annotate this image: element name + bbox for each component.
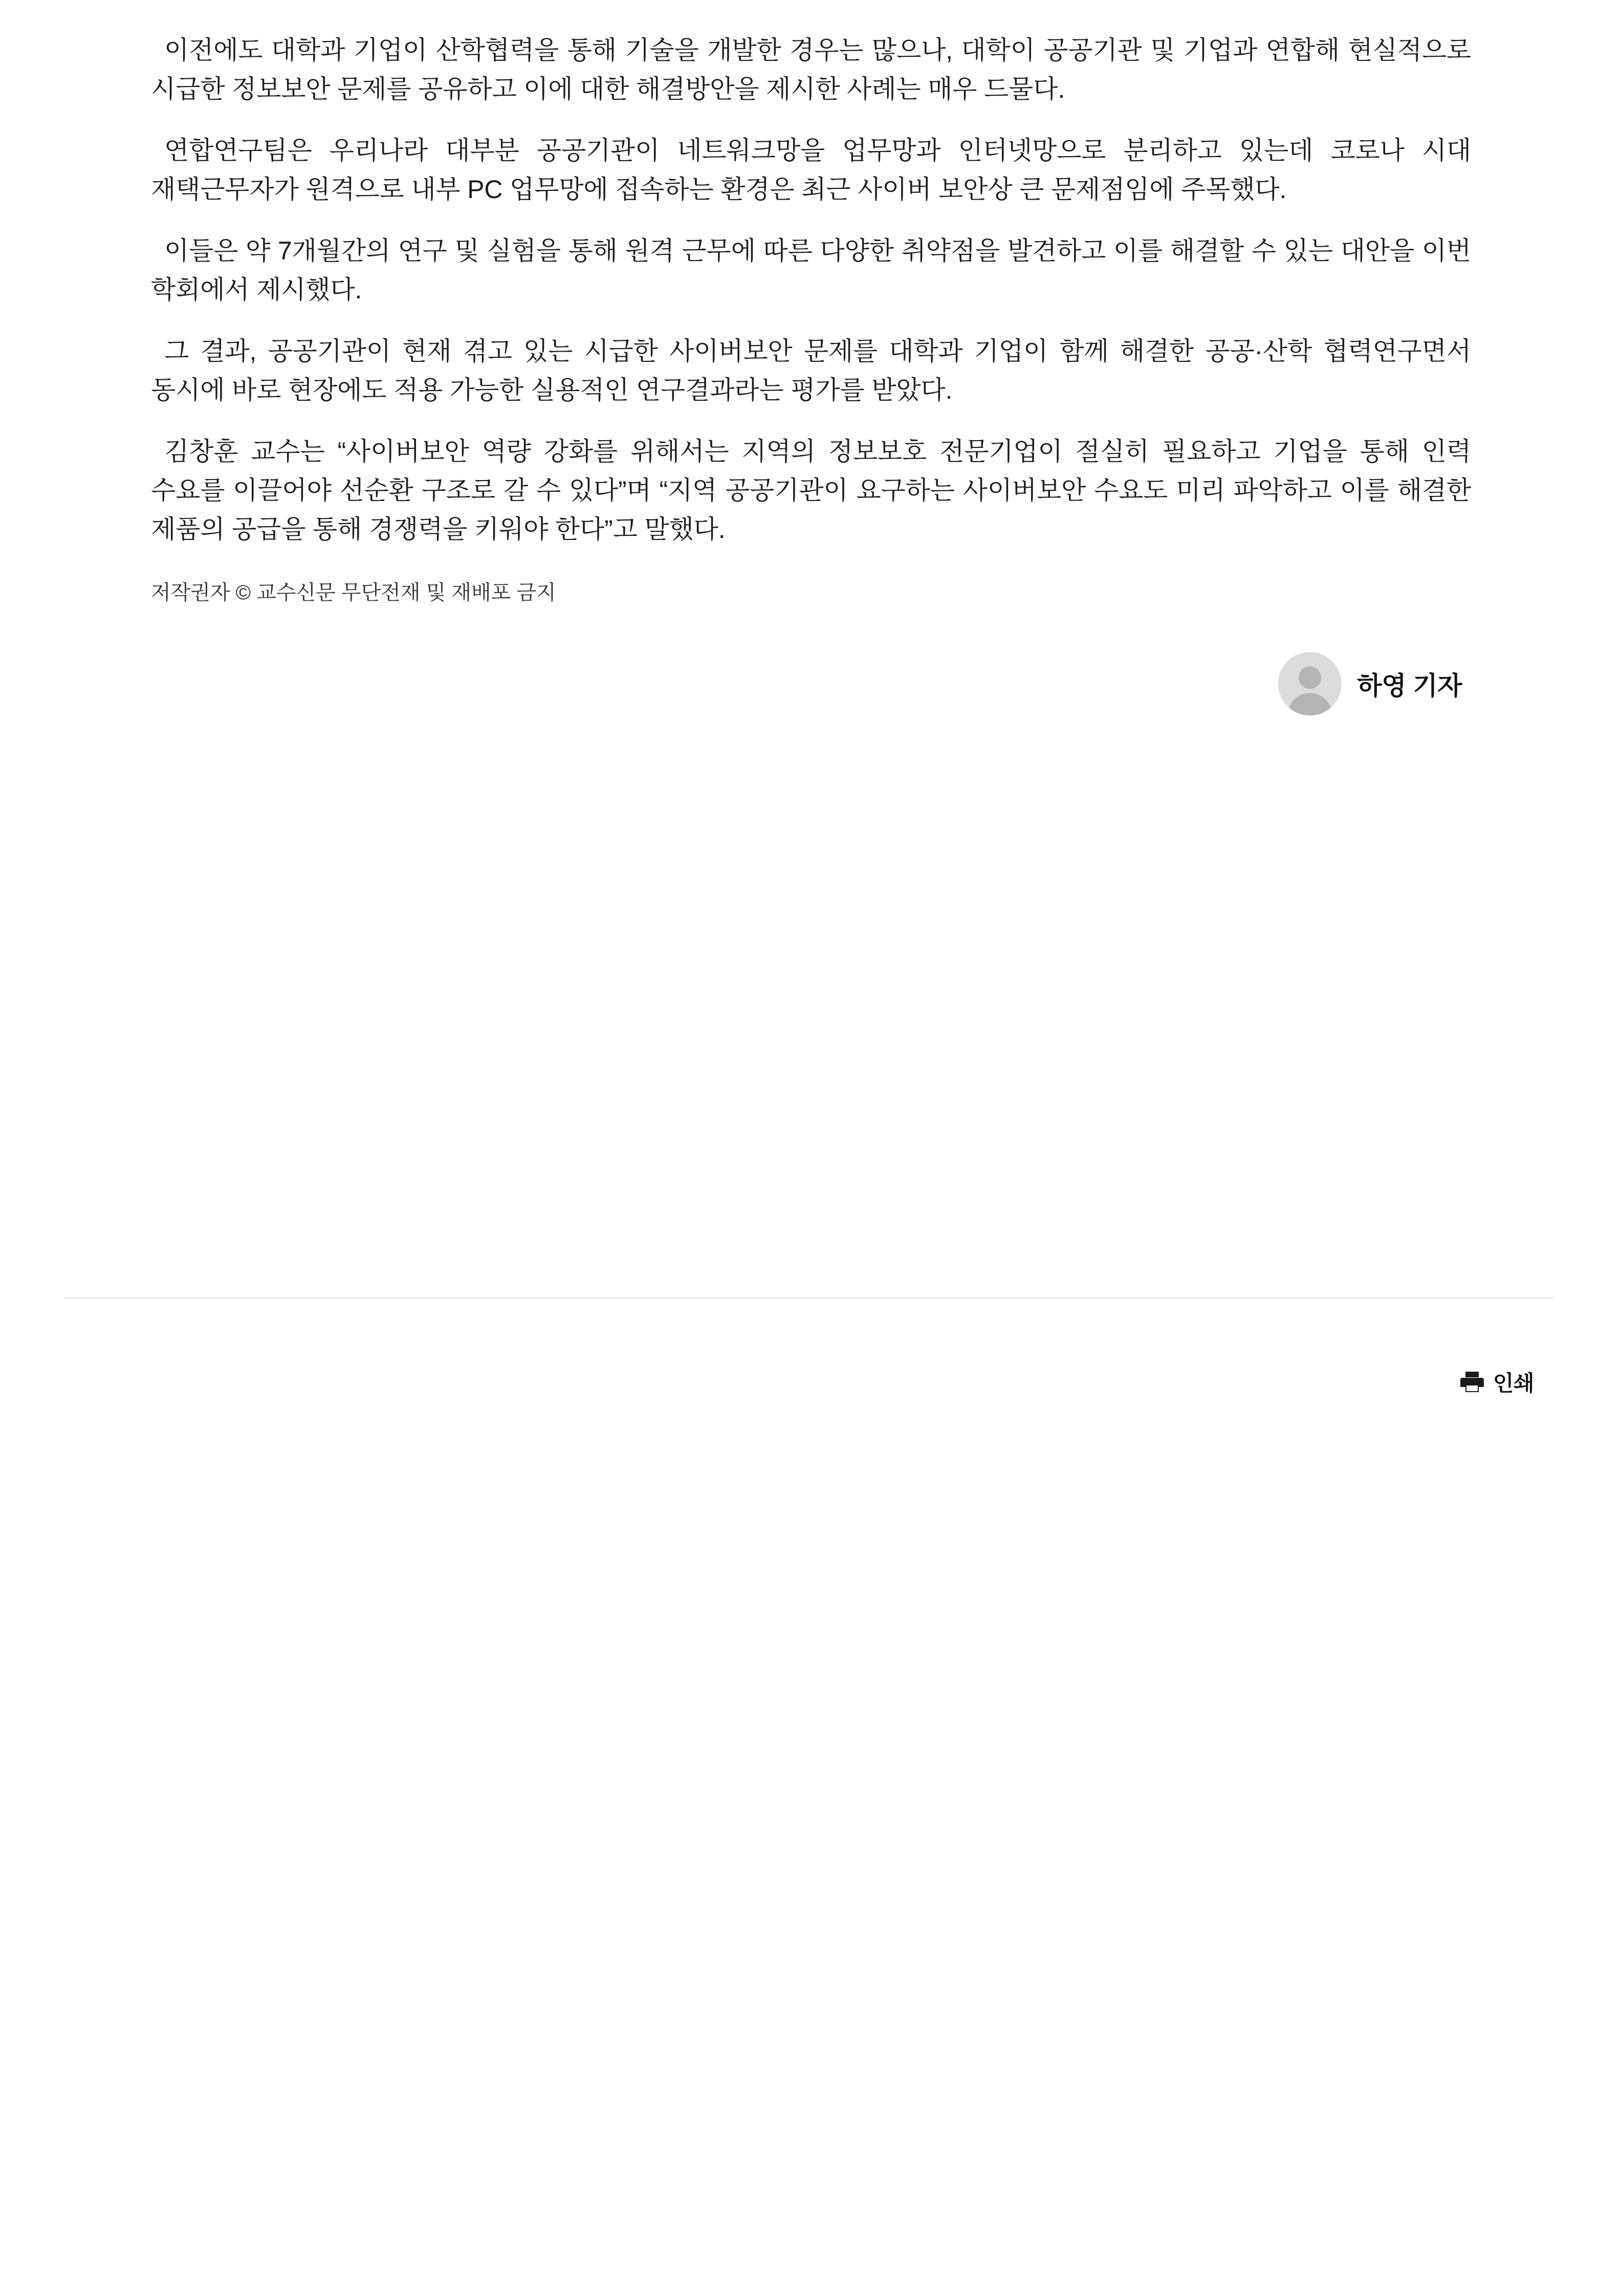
printer-icon	[1460, 1372, 1484, 1392]
print-label: 인쇄	[1493, 1371, 1534, 1395]
article-paragraph: 김창훈 교수는 “사이버보안 역량 강화를 위해서는 지역의 정보보호 전문기업이 절실히 필요하고 기업을 통해 인력 수요를 이끌어야 선순환 구조로 갈 수 있다”며 “지역 공공기관이 요구하는 사이버보안 수요도 미리 파악하고 이를 해결한 제품의 공급을 통해 경쟁력을 키워야 한다”고 말했다.	[151, 437, 1471, 544]
copyright-notice: 저작권자 © 교수신문 무단전재 및 재배포 금지	[151, 581, 556, 604]
user-avatar-icon	[1278, 652, 1342, 716]
article-body	[151, 31, 1471, 716]
section-divider	[64, 1297, 1553, 1298]
reporter-name[interactable]: 하영 기자	[1357, 672, 1462, 700]
article-paragraph: 이전에도 대학과 기업이 산학협력을 통해 기술을 개발한 경우는 많으나, 대학이 공공기관 및 기업과 연합해 현실적으로 시급한 정보보안 문제를 공유하고 이에 대한 해결방안을 제시한 사례는 매우 드물다.	[151, 36, 1471, 103]
print-button[interactable]	[1460, 1367, 1534, 1397]
article-paragraph: 그 결과, 공공기관이 현재 겪고 있는 시급한 사이버보안 문제를 대학과 기업이 함께 해결한 공공·산학 협력연구면서 동시에 바로 현장에도 적용 가능한 실용적인 연구결과라는 평가를 받았다.	[151, 337, 1471, 404]
article-paragraph: 이들은 약 7개월간의 연구 및 실험을 통해 원격 근무에 따른 다양한 취약점을 발견하고 이를 해결할 수 있는 대안을 이번 학회에서 제시했다.	[151, 236, 1471, 304]
article-paragraph: 연합연구팀은 우리나라 대부분 공공기관이 네트워크망을 업무망과 인터넷망으로 분리하고 있는데 코로나 시대 재택근무자가 원격으로 내부 PC 업무망에 접속하는 환경은 최근 사이버 보안상 큰 문제점임에 주목했다.	[151, 136, 1471, 204]
byline	[151, 652, 1471, 716]
